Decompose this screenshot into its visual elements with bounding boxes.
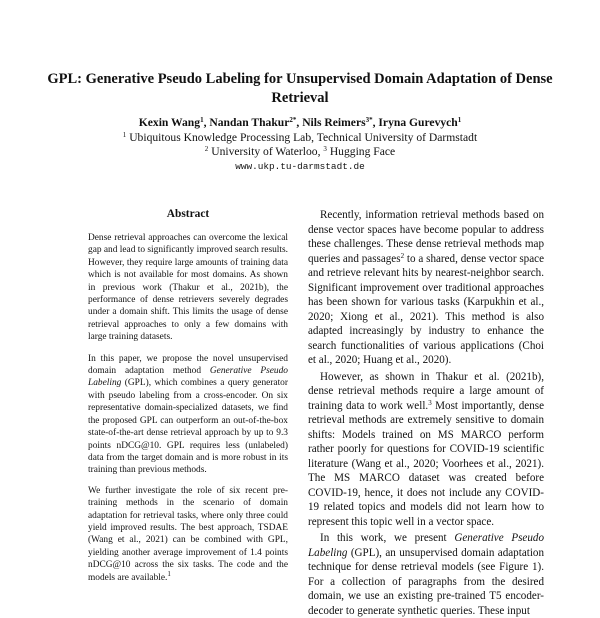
- affiliation-url[interactable]: www.ukp.tu-darmstadt.de: [235, 160, 365, 172]
- author-2: Nandan Thakur$^{2*}$,: [209, 116, 303, 129]
- abstract-paragraph-2: In this paper, we propose the novel unsupervised domain adaptation method Generative Pseudo Labeling (GPL), which combines a query generator with pseudo labeling from a cross-encoder. On six representative domain-specialized datasets, we find the proposed GPL can outperform an out-of-the-box state-of-the-art dense retrieval approach by up to 9.3 points nDCG@10. GPL requires less (unlabeled) data from the target domain and is more robust in its training than previous methods.: [88, 353, 288, 476]
- abstract-heading: Abstract: [166, 208, 210, 220]
- right-column: [308, 208, 544, 618]
- abstract-paragraph-3: We further investigate the role of six recent pre-training methods in the scenario of domain adaptation for retrieval tasks, where only three could yield improved results. The best approach, TSDAE (Wang et al., 2021) can be combined with GPL, yielding another average improvement of 1.4 points nDCG@10 across the six tasks. The code and the models are available.$^1$: [88, 485, 288, 583]
- left-column: [88, 208, 288, 592]
- body-paragraph-1: Recently, information retrieval methods based on dense vector spaces have become popular to address these challenges. These dense retrieval methods map queries and passages$^2$ to a shared, dense vector space and retrieve relevant hits by nearest-neighbor search. Significant improvement over traditional approaches has been shown for various tasks (Karpukhin et al., 2020; Xiong et al., 2021). This method is also adapted increasingly by industry to enhance the search functionalities of various applications (Choi et al., 2020; Huang et al., 2020).: [308, 209, 544, 366]
- paper-title: GPL: Generative Pseudo Labeling for Unsupervised Domain Adaptation of Dense Retrieval: [47, 71, 553, 106]
- author-list: [40, 116, 560, 131]
- author-block: [40, 116, 560, 174]
- author-1: Kexin Wang$^1$,: [138, 116, 210, 129]
- body-paragraph-3: In this work, we present Generative Pseudo Labeling (GPL), an unsupervised domain adaptation technique for dense retrieval models (see Figure 1). For a collection of paragraphs from the desired domain, we use an existing pre-trained T5 encoder-decoder to generate synthetic queries. These input: [308, 532, 544, 617]
- abstract-paragraph-1: Dense retrieval approaches can overcome the lexical gap and lead to significantly improved search results. However, they require large amounts of training data which is not available for most domains. As shown in previous work (Thakur et al., 2021b), the performance of dense retrievers severely degrades under a domain shift. This limits the usage of dense retrieval approaches to only a few domains with large training datasets.: [88, 233, 288, 343]
- affiliation-2: $^2$ University of Waterloo, $^3$ Hugging Face: [204, 145, 396, 159]
- body-paragraph-2: However, as shown in Thakur et al. (2021b), dense retrieval methods require a large amount of training data to work well.$^3$ Most importantly, dense retrieval methods are extremely sensitive to domain shifts: Models trained on MS MARCO perform rather poorly for questions for COVID-19 scientific literature (Wang et al., 2020; Voorhees et al., 2021). The MS MARCO dataset was created before COVID-19, hence, it does not include any COVID-19 related topics and models did not learn how to represent this topic well in a vector space.: [308, 370, 544, 528]
- author-4: Iryna Gurevych$^1$: [378, 116, 462, 129]
- author-3: Nils Reimers$^{3*}$,: [302, 116, 379, 129]
- affiliation-1: $^1$ Ubiquitous Knowledge Processing Lab, Technical University of Darmstadt: [122, 130, 478, 144]
